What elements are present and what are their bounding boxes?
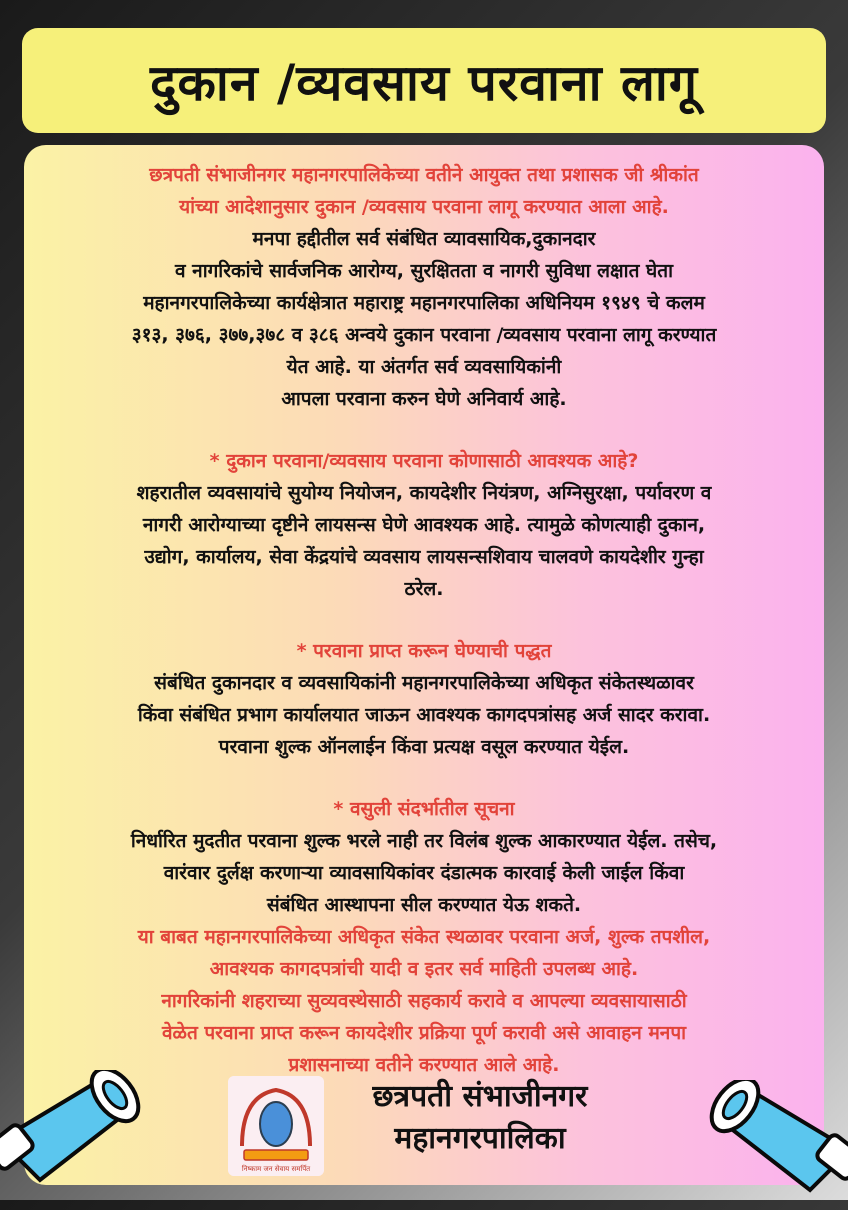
section-line: शहरातील व्यवसायांचे सुयोग्य नियोजन, कायदेशीर नियंत्रण, अग्निसुरक्षा, पर्यावरण व (136, 482, 712, 504)
intro-line: महानगरपालिकेच्या कार्यक्षेत्रात महाराष्ट्र महानगरपालिका अधिनियम १९४९ चे कलम (143, 292, 705, 314)
closing-red-line: आवश्यक कागदपत्रांची यादी व इतर सर्व माहिती उपलब्ध आहे. (209, 958, 639, 980)
closing-red-line: नागरिकांनी शहराच्या सुव्यवस्थेसाठी सहकार्य करावे व आपल्या व्यवसायासाठी (161, 990, 687, 1012)
org-name-line: छत्रपती संभाजीनगर (372, 1079, 588, 1114)
megaphone-icon (700, 1080, 848, 1210)
org-name-line: महानगरपालिका (394, 1121, 566, 1156)
section-line: उद्योग, कार्यालय, सेवा केंद्रयांचे व्यवसाय लायसन्सशिवाय चालवणे कायदेशीर गुन्हा (144, 546, 704, 568)
notice-card (24, 145, 824, 1185)
spacer (54, 415, 794, 445)
municipal-logo (228, 1076, 324, 1176)
section-line: निर्धारित मुदतीत परवाना शुल्क भरले नाही तर विलंब शुल्क आकारण्यात येईल. तसेच, (130, 830, 718, 852)
intro-line: व नागरिकांचे सार्वजनिक आरोग्य, सुरक्षितता व नागरी सुविधा लक्षात घेता (174, 260, 674, 282)
section-line: संबंधित दुकानदार व व्यवसायिकांनी महानगरपालिकेच्या अधिकृत संकेतस्थळावर (154, 672, 694, 694)
section-line: ठरेल. (404, 578, 444, 600)
intro-line: मनपा हद्दीतील सर्व संबंधित व्यावसायिक,दुकानदार (252, 228, 596, 250)
intro-red-line: छत्रपती संभाजीनगर महानगरपालिकेच्या वतीने आयुक्त तथा प्रशासक जी श्रीकांत (149, 164, 699, 186)
spacer (54, 605, 794, 635)
section-line: संबंधित आस्थापना सील करण्यात येऊ शकते. (266, 894, 582, 916)
section-heading: * परवाना प्राप्त करून घेण्याची पद्धत (296, 640, 552, 662)
footer (0, 1070, 848, 1200)
megaphone-icon (0, 1070, 160, 1200)
closing-red-line: प्रशासनाच्या वतीने करण्यात आले आहे. (288, 1054, 560, 1076)
section-line: परवाना शुल्क ऑनलाईन किंवा प्रत्यक्ष वसूल करण्यात येईल. (218, 736, 630, 758)
intro-line: ३१३, ३७६, ३७७,३७८ व ३८६ अन्वये दुकान परवाना /व्यवसाय परवाना लागू करण्यात (131, 324, 717, 346)
section-line: किंवा संबंधित प्रभाग कार्यालयात जाऊन आवश्यक कागदपत्रांसह अर्ज सादर करावा. (137, 704, 711, 726)
intro-line: येत आहे. या अंतर्गत सर्व व्यवसायिकांनी (286, 356, 562, 378)
organization-name (330, 1076, 630, 1160)
logo-motto: निष्काम जन सेवाय समर्पित (241, 1165, 311, 1173)
page-title: दुकान /व्यवसाय परवाना लागू (149, 53, 699, 112)
section-heading: * दुकान परवाना/व्यवसाय परवाना कोणासाठी आवश्यक आहे? (209, 450, 639, 472)
intro-red-line: यांच्या आदेशानुसार दुकान /व्यवसाय परवाना लागू करण्यात आला आहे. (179, 196, 669, 218)
section-line: नागरी आरोग्याच्या दृष्टीने लायसन्स घेणे आवश्यक आहे. त्यामुळे कोणत्याही दुकान, (142, 514, 706, 536)
spacer (54, 763, 794, 793)
closing-red-line: या बाबत महानगरपालिकेच्या अधिकृत संकेत स्थळावर परवाना अर्ज, शुल्क तपशील, (137, 926, 711, 948)
section-heading: * वसुली संदर्भातील सूचना (333, 798, 515, 820)
title-banner (22, 28, 826, 133)
closing-red-line: वेळेत परवाना प्राप्त करून कायदेशीर प्रक्रिया पूर्ण करावी असे आवाहन मनपा (161, 1022, 687, 1044)
notice-content (54, 159, 794, 1081)
intro-line: आपला परवाना करुन घेणे अनिवार्य आहे. (281, 388, 567, 410)
section-line: वारंवार दुर्लक्ष करणाऱ्या व्यावसायिकांवर दंडात्मक कारवाई केली जाईल किंवा (163, 862, 685, 884)
